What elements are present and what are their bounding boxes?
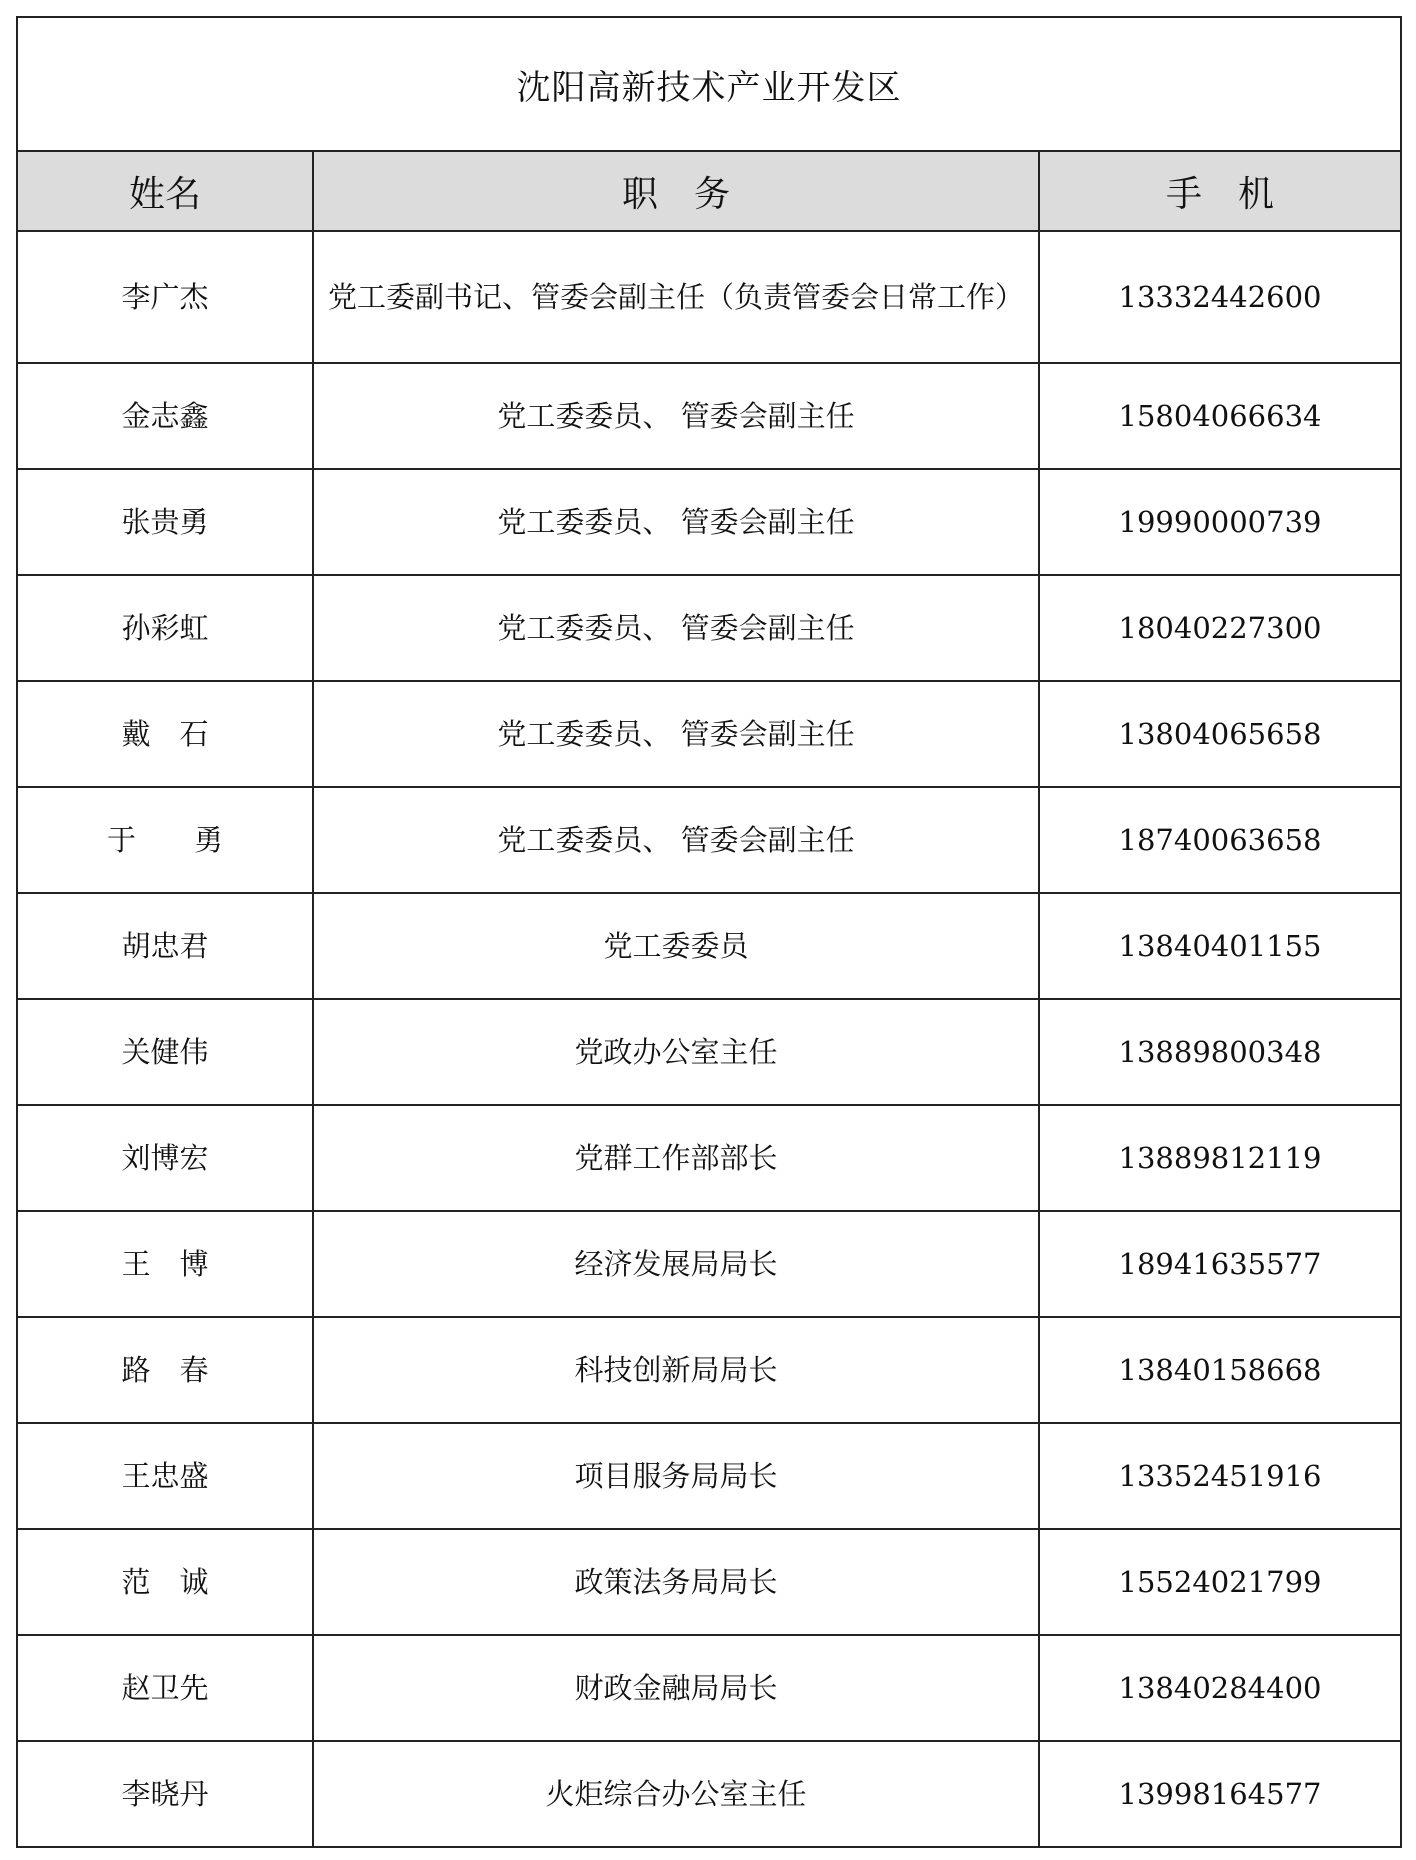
header-phone: 手 机 — [1039, 151, 1401, 231]
table-row — [17, 893, 1401, 999]
cell-phone: 18941635577 — [1039, 1211, 1401, 1317]
cell-phone: 15804066634 — [1039, 363, 1401, 469]
cell-phone: 13889800348 — [1039, 999, 1401, 1105]
cell-name: 于 勇 — [17, 787, 313, 893]
cell-phone: 13352451916 — [1039, 1423, 1401, 1529]
cell-role: 党政办公室主任 — [313, 999, 1039, 1105]
table-row — [17, 681, 1401, 787]
cell-phone: 15524021799 — [1039, 1529, 1401, 1635]
table-row — [17, 363, 1401, 469]
cell-name: 赵卫先 — [17, 1635, 313, 1741]
cell-phone: 13840401155 — [1039, 893, 1401, 999]
cell-role: 项目服务局局长 — [313, 1423, 1039, 1529]
cell-name: 胡忠君 — [17, 893, 313, 999]
table-row — [17, 469, 1401, 575]
cell-phone: 19990000739 — [1039, 469, 1401, 575]
table-row — [17, 575, 1401, 681]
cell-phone: 13804065658 — [1039, 681, 1401, 787]
cell-name: 关健伟 — [17, 999, 313, 1105]
table-row — [17, 1635, 1401, 1741]
cell-role: 党工委委员、 管委会副主任 — [313, 787, 1039, 893]
table-row — [17, 231, 1401, 363]
cell-role: 财政金融局局长 — [313, 1635, 1039, 1741]
table-row — [17, 1741, 1401, 1847]
cell-phone: 13332442600 — [1039, 231, 1401, 363]
cell-role: 经济发展局局长 — [313, 1211, 1039, 1317]
header-row — [17, 151, 1401, 231]
cell-name: 范 诚 — [17, 1529, 313, 1635]
cell-role: 党工委委员 — [313, 893, 1039, 999]
cell-name: 刘博宏 — [17, 1105, 313, 1211]
cell-role: 科技创新局局长 — [313, 1317, 1039, 1423]
cell-name: 金志鑫 — [17, 363, 313, 469]
table-row — [17, 1317, 1401, 1423]
table-row — [17, 1211, 1401, 1317]
cell-phone: 13840284400 — [1039, 1635, 1401, 1741]
table-title: 沈阳高新技术产业开发区 — [17, 17, 1401, 151]
title-row — [17, 17, 1401, 151]
cell-phone: 13889812119 — [1039, 1105, 1401, 1211]
table-row — [17, 999, 1401, 1105]
cell-name: 孙彩虹 — [17, 575, 313, 681]
header-name: 姓名 — [17, 151, 313, 231]
cell-name: 戴 石 — [17, 681, 313, 787]
cell-role: 火炬综合办公室主任 — [313, 1741, 1039, 1847]
cell-name: 张贵勇 — [17, 469, 313, 575]
cell-name: 王 博 — [17, 1211, 313, 1317]
cell-role: 党工委委员、 管委会副主任 — [313, 363, 1039, 469]
cell-name: 李广杰 — [17, 231, 313, 363]
cell-name: 王忠盛 — [17, 1423, 313, 1529]
cell-role: 党工委委员、 管委会副主任 — [313, 681, 1039, 787]
contact-table — [16, 16, 1402, 1848]
cell-name: 路 春 — [17, 1317, 313, 1423]
table-row — [17, 787, 1401, 893]
cell-role: 党工委副书记、管委会副主任（负责管委会日常工作） — [313, 231, 1039, 363]
table-row — [17, 1105, 1401, 1211]
table-body — [17, 231, 1401, 1847]
table-row — [17, 1529, 1401, 1635]
contact-sheet — [16, 16, 1400, 1848]
cell-role: 党工委委员、 管委会副主任 — [313, 575, 1039, 681]
cell-phone: 18740063658 — [1039, 787, 1401, 893]
cell-name: 李晓丹 — [17, 1741, 313, 1847]
cell-phone: 13998164577 — [1039, 1741, 1401, 1847]
cell-role: 党群工作部部长 — [313, 1105, 1039, 1211]
cell-phone: 18040227300 — [1039, 575, 1401, 681]
cell-role: 党工委委员、 管委会副主任 — [313, 469, 1039, 575]
cell-phone: 13840158668 — [1039, 1317, 1401, 1423]
table-row — [17, 1423, 1401, 1529]
header-role: 职 务 — [313, 151, 1039, 231]
cell-role: 政策法务局局长 — [313, 1529, 1039, 1635]
